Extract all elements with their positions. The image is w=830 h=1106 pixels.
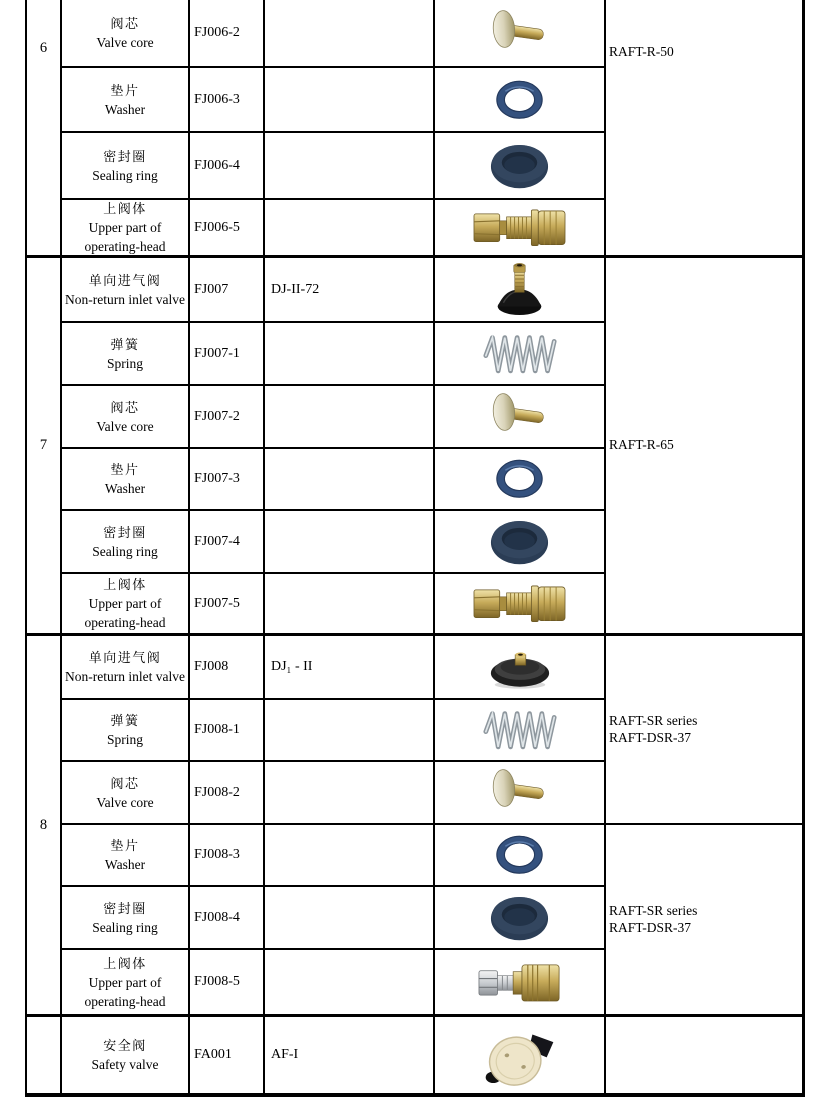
valve-stem-up-image [492,261,547,318]
part-model-cell [265,950,435,1017]
part-name-zh: 垫片 [110,838,140,853]
part-code: FJ006-3 [194,91,240,107]
part-model-cell [265,449,435,511]
part-name-zh: 阀芯 [110,16,140,31]
part-name-zh: 弹簧 [110,336,140,352]
part-model: DJ₁ - II [271,659,313,674]
part-name-en: Upper part of operating-head [84,974,166,1009]
part-name-zh: 垫片 [110,82,140,98]
part-image-cell [435,68,606,133]
part-code: FJ008-3 [194,847,240,862]
row-number: 8 [39,816,48,833]
part-code: FJ006-4 [194,157,240,173]
row-number: 6 [39,40,48,56]
part-name-zh: 单向进气阀 [88,272,162,288]
part-model: AF-I [271,1047,299,1062]
part-name-en: Sealing ring [92,919,158,935]
part-name-cell [62,0,190,68]
part-name-cell [62,636,190,700]
part-image-cell [435,323,606,386]
part-code: FJ007-2 [194,408,240,424]
part-name-zh: 单向进气阀 [88,650,162,665]
part-name-en: Washer [104,481,146,496]
part-code-cell [190,68,265,133]
part-model-cell [265,762,435,825]
part-image-cell [435,0,606,68]
series-name: RAFT-SR series [609,713,698,728]
series-name: RAFT-SR series [609,903,698,918]
part-name-en: Upper part of operating-head [84,220,166,254]
part-name-zh: 密封圈 [103,148,147,164]
part-name-cell [62,386,190,449]
valve-core-image [489,392,551,440]
series-cell [606,636,805,825]
part-code-cell [190,762,265,825]
series-cell [606,258,805,636]
part-image-cell [435,386,606,449]
part-name-en: Valve core [96,35,154,50]
part-code: FJ007 [194,281,229,297]
part-code: FJ008-4 [194,909,240,925]
part-image-cell [435,1017,606,1097]
part-image-cell [435,950,606,1017]
part-code-cell [190,1017,265,1097]
part-name-cell [62,950,190,1017]
fitting-h-image [472,581,567,627]
part-code-cell [190,258,265,323]
part-name-cell [62,133,190,200]
part-name-cell [62,511,190,574]
part-model-cell [265,258,435,323]
part-name-en: Safety valve [91,1057,159,1072]
valve-core-image [489,9,551,57]
part-name-en: Non-return inlet valve [65,291,185,307]
series-name: RAFT-R-65 [609,437,674,453]
part-model-cell [265,133,435,200]
part-image-cell [435,700,606,762]
part-model-cell [265,636,435,700]
part-image-cell [435,258,606,323]
part-name-cell [62,825,190,887]
part-code-cell [190,511,265,574]
part-code: FJ006-2 [194,25,240,40]
part-name-en: Spring [106,732,143,747]
part-name-cell [62,200,190,258]
part-image-cell [435,887,606,950]
part-code-cell [190,323,265,386]
part-code: FJ008 [194,659,229,674]
series-cell [606,0,805,258]
part-model-cell [265,825,435,887]
part-image-cell [435,762,606,825]
spring-image [482,330,558,378]
part-name-en: Valve core [96,794,154,810]
row-number: 7 [39,437,48,453]
part-name-cell [62,323,190,386]
part-name-cell [62,68,190,133]
part-name-cell [62,1017,190,1097]
series-name: RAFT-DSR-37 [609,919,692,935]
part-code-cell [190,449,265,511]
part-name-zh: 垫片 [110,462,140,477]
part-model-cell [265,323,435,386]
part-model-cell [265,700,435,762]
part-image-cell [435,574,606,636]
safety-valve-image [479,1023,561,1088]
part-code-cell [190,887,265,950]
part-code: FJ007-1 [194,345,240,361]
part-name-cell [62,574,190,636]
part-name-zh: 上阀体 [103,955,147,971]
row-number-cell [27,0,62,258]
part-name-en: Valve core [96,418,154,434]
fitting-h-image [472,205,567,251]
part-code: FA001 [194,1047,232,1062]
o-ring-image [494,834,545,876]
seal-ring-image [488,893,551,942]
part-code-cell [190,0,265,68]
part-name-en: Sealing ring [92,167,158,183]
seal-ring-image [488,517,551,566]
row-number-cell [27,636,62,1017]
part-name-en: Spring [106,355,143,371]
part-code-cell [190,825,265,887]
part-code: FJ006-5 [194,219,240,235]
part-name-cell [62,762,190,825]
part-model-cell [265,386,435,449]
part-name-zh: 阀芯 [110,399,140,415]
part-name-cell [62,887,190,950]
o-ring-image [494,79,545,121]
series-cell [606,825,805,1017]
row-number-cell [27,258,62,636]
parts-table [25,0,805,1097]
part-image-cell [435,636,606,700]
part-name-zh: 弹簧 [110,713,140,728]
part-code-cell [190,700,265,762]
series-name: RAFT-DSR-37 [609,729,692,745]
part-model-cell [265,574,435,636]
part-code: FJ008-1 [194,722,240,737]
part-model-cell [265,0,435,68]
part-name-en: Upper part of operating-head [84,596,166,630]
part-name-en: Washer [104,101,146,117]
part-code-cell [190,133,265,200]
part-name-zh: 阀芯 [110,775,140,791]
part-code: FJ007-3 [194,471,240,486]
part-code: FJ007-5 [194,595,240,611]
part-name-zh: 安全阀 [103,1038,147,1053]
part-name-en: Sealing ring [92,543,158,559]
part-code-cell [190,386,265,449]
part-code: FJ008-5 [194,974,240,989]
valve-core-image [489,768,551,816]
part-name-cell [62,258,190,323]
part-model: DJ-II-72 [271,281,320,297]
part-name-zh: 上阀体 [103,577,147,592]
part-image-cell [435,133,606,200]
row-number-cell [27,1017,62,1097]
part-name-cell [62,449,190,511]
part-model-cell [265,200,435,258]
part-image-cell [435,825,606,887]
part-name-zh: 上阀体 [103,201,147,216]
valve-top-image [487,644,553,691]
fitting-bolt-image [477,959,563,1006]
part-code-cell [190,200,265,258]
part-model-cell [265,68,435,133]
part-model-cell [265,511,435,574]
part-code: FJ007-4 [194,533,240,549]
spring-image [482,706,558,754]
seal-ring-image [488,141,551,190]
part-image-cell [435,449,606,511]
part-name-zh: 密封圈 [103,524,147,540]
part-image-cell [435,200,606,258]
part-code-cell [190,636,265,700]
part-model-cell [265,887,435,950]
series-name: RAFT-R-50 [609,44,674,59]
part-model-cell [265,1017,435,1097]
part-code-cell [190,950,265,1017]
part-name-zh: 密封圈 [103,900,147,916]
part-code: FJ008-2 [194,784,240,800]
series-cell [606,1017,805,1097]
part-code-cell [190,574,265,636]
part-image-cell [435,511,606,574]
o-ring-image [494,458,545,500]
part-name-en: Non-return inlet valve [65,669,185,684]
part-name-en: Washer [104,857,146,872]
part-name-cell [62,700,190,762]
